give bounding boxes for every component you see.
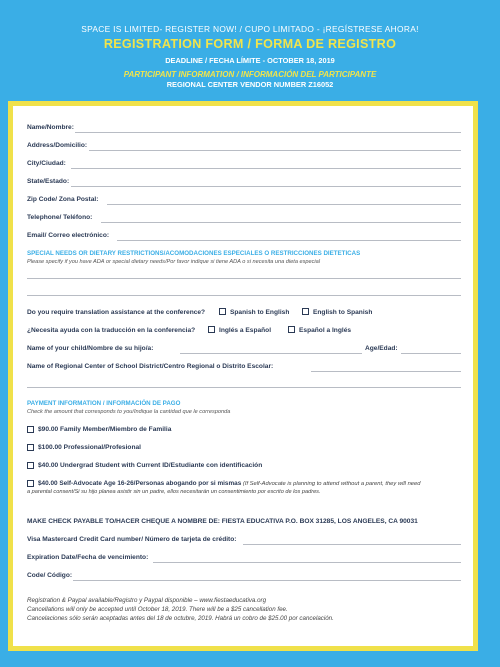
participant-heading: PARTICIPANT INFORMATION / INFORMACIÓN DEL PARTICIPANTE [123, 70, 377, 79]
state-field[interactable] [71, 186, 461, 187]
self-advocate-note-2: a parental consent/Si su hijo planea asistir sin un padre, ellos necesitarán un consentimiento por escrito de los padres. [27, 489, 321, 495]
city-field[interactable] [71, 168, 461, 169]
family-member-option: $90.00 Family Member/Miembro de Familia [38, 426, 172, 433]
ingles-a-espanol-label: Inglés a Español [219, 327, 272, 334]
check-payable-text: MAKE CHECK PAYABLE TO/HACER CHEQUE A NOMBRE DE: FIESTA EDUCATIVA P.O. BOX 31285, LOS ANGELES, CA 90031 [27, 518, 418, 525]
special-needs-heading: SPECIAL NEEDS OR DIETARY RESTRICTIONS/ACOMODACIONES ESPECIALES O RESTRICCIONES DIETETICAS [27, 250, 361, 257]
professional-checkbox[interactable] [27, 444, 34, 451]
state-label: State/Estado: [27, 178, 70, 185]
spanish-to-english-checkbox[interactable] [219, 308, 226, 315]
family-member-checkbox[interactable] [27, 426, 34, 433]
self-advocate-option [38, 480, 420, 487]
space-limited-banner: SPACE IS LIMITED- REGISTER NOW! / CUPO LIMITADO - ¡REGÍSTRESE AHORA! [81, 24, 419, 34]
form-header [0, 0, 500, 100]
student-option: $40.00 Undergrad Student with Current ID/Estudiante con identificación [38, 462, 263, 469]
code-label: Code/ Código: [27, 572, 73, 579]
expiration-field[interactable] [153, 562, 461, 563]
special-needs-note: Please specify if you have ADA or special dietary needs/Por favor indique si tiene ADA o si necesita una dieta especial [27, 259, 321, 265]
special-needs-line-2[interactable] [27, 295, 461, 296]
age-field[interactable] [401, 353, 461, 354]
age-label: Age/Edad: [365, 345, 398, 352]
espanol-a-ingles-label: Español a Inglés [299, 327, 352, 334]
self-advocate-label: $40.00 Self-Advocate Age 16-26/Personas abogando por si mismas [38, 480, 242, 487]
self-advocate-note: (If Self-Advocate is planning to attend without a parent, they will need [242, 481, 421, 487]
registration-paypal-note: Registration & Paypal available/Registro y Paypal disponible – www.fiestaeducativa.org [27, 597, 267, 604]
name-field[interactable] [75, 132, 461, 133]
expiration-label: Expiration Date/Fecha de vencimiento: [27, 554, 149, 561]
form-title: REGISTRATION FORM / FORMA DE REGISTRO [103, 37, 397, 51]
zip-label: Zip Code/ Zona Postal: [27, 196, 99, 203]
email-field[interactable] [117, 240, 461, 241]
cancellation-note-en: Cancellations will only be accepted until October 18, 2019. There will be a $25 cancellation fee. [27, 606, 288, 613]
code-field[interactable] [73, 580, 461, 581]
cancellation-note-es: Cancelaciones sólo serán aceptadas antes del 18 de octubre, 2019. Habrá un cobro de $25.00 por cancelación. [27, 615, 334, 622]
english-to-spanish-checkbox[interactable] [302, 308, 309, 315]
deadline-text: DEADLINE / FECHA LÍMITE - OCTOBER 18, 2019 [165, 56, 335, 65]
translation-question-es: ¿Necesita ayuda con la traducción en la conferencia? [27, 327, 196, 334]
payment-heading: PAYMENT INFORMATION / INFORMACIÓN DE PAGO [27, 400, 181, 407]
english-to-spanish-label: English to Spanish [313, 309, 373, 316]
child-name-label: Name of your child/Nombre de su hijo/a: [27, 345, 154, 352]
self-advocate-checkbox[interactable] [27, 480, 34, 487]
form-frame [8, 101, 478, 651]
professional-option: $100.00 Professional/Profesional [38, 444, 141, 451]
zip-field[interactable] [107, 204, 461, 205]
address-field[interactable] [89, 150, 461, 151]
vendor-number: REGIONAL CENTER VENDOR NUMBER Z16052 [166, 80, 334, 89]
regional-center-field[interactable] [311, 371, 461, 372]
card-number-field[interactable] [243, 544, 461, 545]
card-number-label: Visa Mastercard Credit Card number/ Número de tarjeta de crédito: [27, 536, 237, 543]
phone-field[interactable] [101, 222, 461, 223]
special-needs-line-1[interactable] [27, 278, 461, 279]
child-name-field[interactable] [180, 353, 362, 354]
espanol-a-ingles-checkbox[interactable] [288, 326, 295, 333]
name-label: Name/Nombre: [27, 124, 74, 131]
ingles-a-espanol-checkbox[interactable] [208, 326, 215, 333]
regional-center-line-2[interactable] [27, 387, 461, 388]
payment-note: Check the amount that corresponds to you/Indique la cantidad que le corresponda [27, 409, 231, 415]
student-checkbox[interactable] [27, 462, 34, 469]
spanish-to-english-label: Spanish to English [230, 309, 290, 316]
city-label: City/Ciudad: [27, 160, 66, 167]
address-label: Address/Domicilio: [27, 142, 88, 149]
phone-label: Telephone/ Teléfono: [27, 214, 93, 221]
translation-question-en: Do you require translation assistance at the conference? [27, 309, 206, 316]
email-label: Email/ Correo electrónico: [27, 232, 110, 239]
regional-center-label: Name of Regional Center of School District/Centro Regional o Distrito Escolar: [27, 363, 274, 370]
